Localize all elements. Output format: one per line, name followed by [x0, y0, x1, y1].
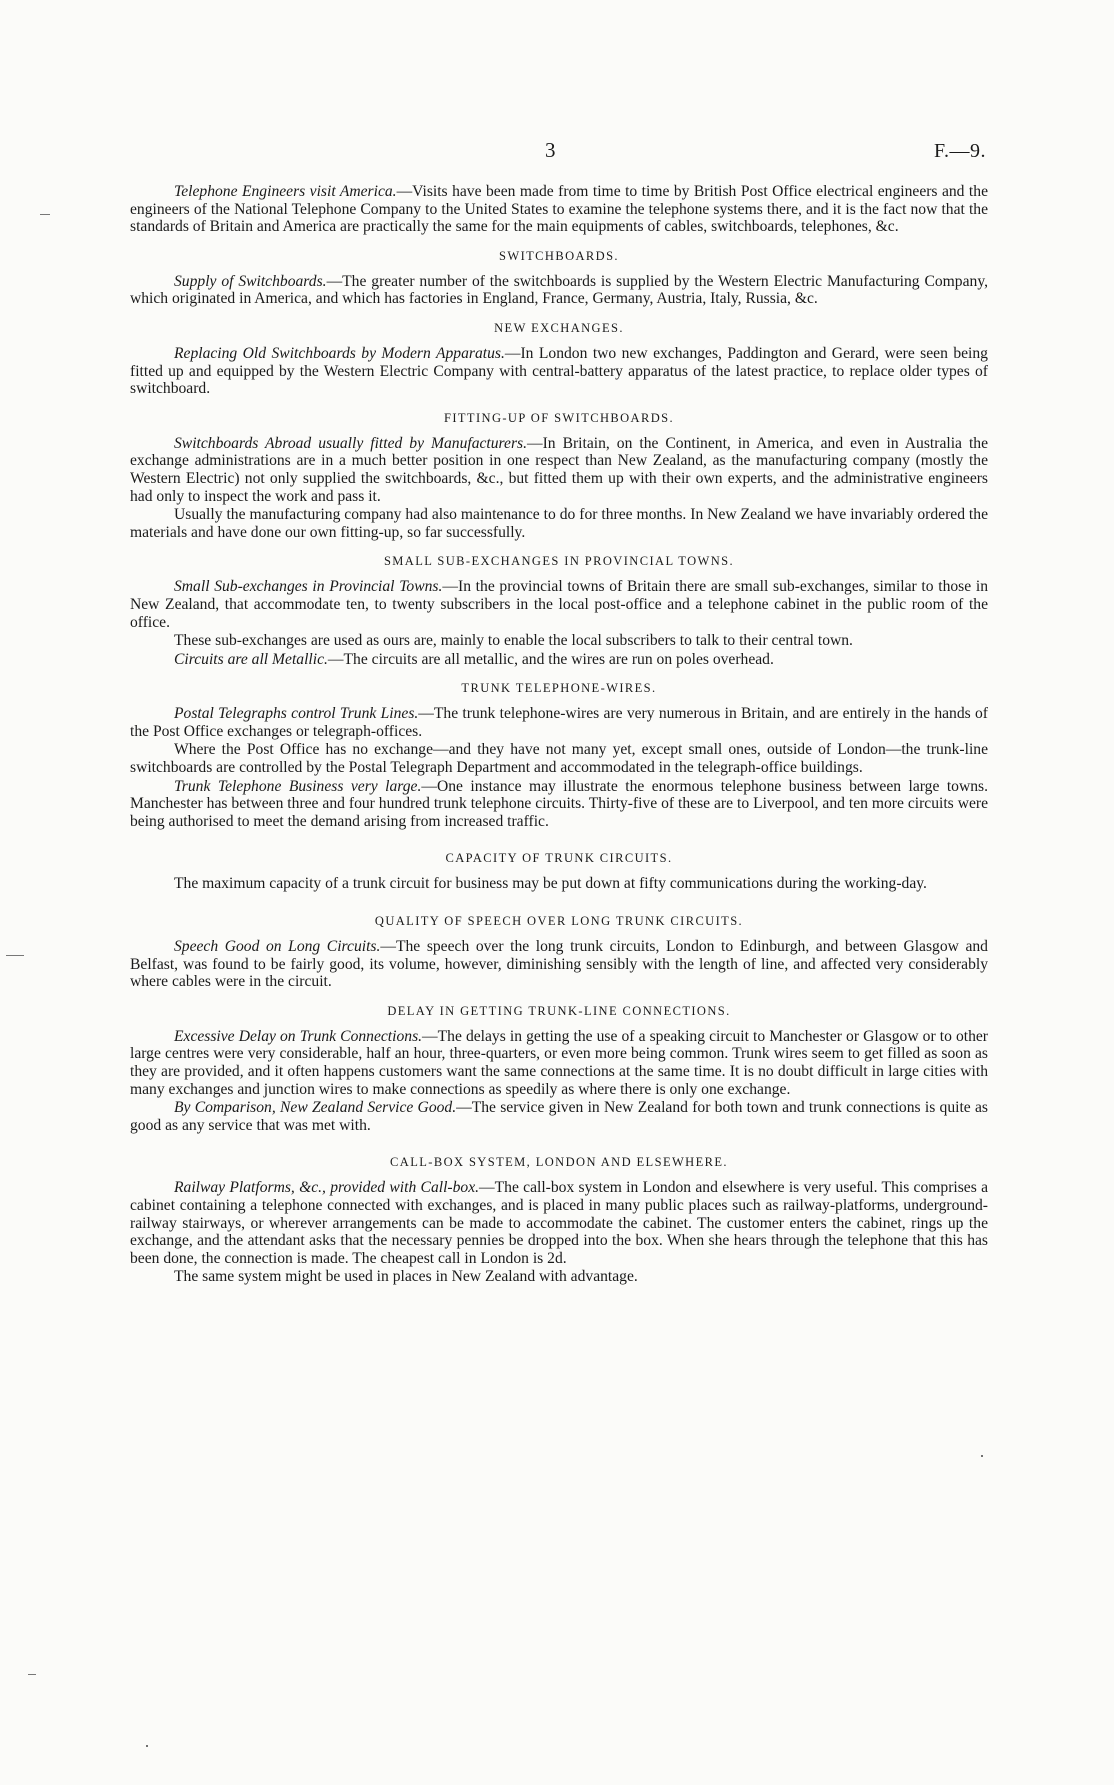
paragraph-text: —In the provincial towns of Britain there are small sub-exchanges, similar to those in New Zealand, that accommodate ten, to twenty subscribers in the local post-office and a telephone cabinet in the public room of the office.: [130, 578, 988, 631]
paragraph-lead: Excessive Delay on Trunk Connections.: [174, 1027, 423, 1045]
paragraph-text: —The delays in getting the use of a speaking circuit to Manchester or Glasgow or to other large centres were very considerable, half an hour, three-quarters, or even more being common. Trunk wires seem to get filled as soon as they are provided, and it often happens customers want the same connections at the same time. It is no doubt difficult in large cities with many exchanges and junction wires to make connections as speedily as where there is only one exchange.: [130, 1027, 988, 1098]
section-heading: CAPACITY OF TRUNK CIRCUITS.: [445, 851, 673, 866]
paragraph: [130, 875, 988, 893]
speck: [146, 1745, 148, 1747]
paragraph: [130, 741, 988, 776]
section-heading: NEW EXCHANGES.: [494, 320, 624, 335]
paragraph: [130, 938, 988, 991]
paragraph-text: —The service given in New Zealand for both town and trunk connections is quite as good as any service that was met with.: [130, 1099, 988, 1134]
paragraph: [130, 183, 988, 236]
paragraph-text: —Visits have been made from time to time by British Post Office electrical engineers and the engineers of the National Telephone Company to the United States to examine the telephone systems there, and it is the fact now that the standards of Britain and America are practically the same for the main equipments of cables, switchboards, telephones, &c.: [130, 183, 988, 236]
section-heading: CALL-BOX SYSTEM, LONDON AND ELSEWHERE.: [390, 1155, 728, 1170]
paragraph: [130, 273, 988, 308]
paragraph: [130, 506, 988, 541]
page-number: 3: [545, 138, 556, 162]
paragraph: [130, 578, 988, 631]
section-heading: FITTING-UP OF SWITCHBOARDS.: [443, 410, 675, 425]
paragraph-text: —The speech over the long trunk circuits, London to Edinburgh, and between Glasgow and Belfast, was found to be fairly good, its volume, however, diminishing sensibly with the length of line, and affected very considerably where cables were in the circuit.: [130, 938, 988, 991]
document-reference: F.—9.: [933, 140, 986, 162]
paragraph-text: Usually the manufacturing company had also maintenance to do for three months. In New Zealand we have invariably ordered the materials and have done our own fitting-up, so far successfully.: [130, 506, 988, 541]
paragraph-text: —The trunk telephone-wires are very numerous in Britain, and are entirely in the hands of the Post Office exchanges or telegraph-offices.: [130, 705, 988, 740]
paragraph: [130, 345, 988, 398]
section-heading: TRUNK TELEPHONE-WIRES.: [461, 681, 657, 696]
paragraph-lead: Small Sub-exchanges in Provincial Towns.: [174, 578, 443, 596]
margin-mark: [40, 214, 50, 215]
paragraph: [130, 632, 988, 650]
paragraph-text: —In London two new exchanges, Paddington and Gerard, were seen being fitted up and equipped by the Western Electric Company with central-battery apparatus of the latest practice, to replace older types of switchboard.: [130, 344, 988, 398]
section-heading: QUALITY OF SPEECH OVER LONG TRUNK CIRCUITS.: [374, 914, 744, 929]
paragraph: [130, 1268, 988, 1286]
paragraph-text: —The greater number of the switchboards is supplied by the Western Electric Manufacturing Company, which originated in America, and which has factories in England, France, Germany, Austria, Italy, Russia, &c.: [130, 272, 989, 308]
paragraph: [130, 705, 988, 740]
paragraph-text: —The call-box system in London and elsewhere is very useful. This comprises a cabinet containing a telephone connected with exchanges, and is placed in many public places such as railway-platforms, underground-railway stairways, or wherever arrangements can be made to accommodate the cabinet. The customer enters the cabinet, rings up the exchange, and the attendant asks that the necessary pennies be dropped into the box. When she hears through the telephone that this has been done, the connection is made. The cheapest call in London is 2d.: [130, 1179, 988, 1267]
paragraph-text: The maximum capacity of a trunk circuit for business may be put down at fifty communications during the working-day.: [174, 875, 927, 893]
paragraph-lead: Speech Good on Long Circuits.: [174, 938, 381, 956]
paragraph-lead: Railway Platforms, &c., provided with Call-box.: [174, 1179, 480, 1197]
paragraph: [130, 1179, 988, 1267]
paragraph-text: The same system might be used in places in New Zealand with advantage.: [174, 1268, 638, 1286]
paragraph-text: —One instance may illustrate the enormous telephone business between large towns. Manchester has between three and four hundred trunk telephone circuits. Thirty-five of these are to Liverpool, and ten more circuits were being authorised to meet the demand arising from increased traffic.: [130, 777, 988, 830]
paragraph-lead: Trunk Telephone Business very large.: [174, 777, 422, 795]
paragraph-lead: Replacing Old Switchboards by Modern Apparatus.: [174, 344, 505, 362]
paragraph-lead: Telephone Engineers visit America.: [174, 183, 397, 200]
paragraph-text: —In Britain, on the Continent, in America, and even in Australia the exchange administrations are in a much better position in one respect than New Zealand, as the manufacturing company (mostly the Western Electric) not only supplied the switchboards, &c., but fitted them up with their own experts, and the administrative engineers had only to inspect the work and pass it.: [130, 434, 988, 505]
document-body: [130, 183, 988, 1286]
paragraph-lead: Supply of Switchboards.: [174, 272, 327, 290]
margin-mark: [6, 955, 24, 956]
section-heading: SWITCHBOARDS.: [499, 248, 619, 263]
paragraph-lead: Circuits are all Metallic.: [174, 650, 328, 668]
paragraph-lead: Switchboards Abroad usually fitted by Manufacturers.: [174, 434, 528, 452]
paragraph: [130, 651, 988, 669]
paragraph-text: —The circuits are all metallic, and the wires are run on poles overhead.: [327, 650, 774, 668]
paragraph-text: Where the Post Office has no exchange—and they have not many yet, except small ones, outside of London—the trunk-line switchboards are controlled by the Postal Telegraph Department and accommodated in the telegraph-office buildings.: [130, 741, 988, 777]
section-heading: DELAY IN GETTING TRUNK-LINE CONNECTIONS.: [387, 1003, 731, 1018]
speck: [981, 1455, 983, 1457]
section-heading: SMALL SUB-EXCHANGES IN PROVINCIAL TOWNS.: [383, 554, 735, 569]
page-header: [0, 138, 1114, 168]
paragraph-lead: Postal Telegraphs control Trunk Lines.: [174, 705, 419, 723]
paragraph-lead: By Comparison, New Zealand Service Good.: [174, 1099, 457, 1117]
paragraph: [130, 1028, 988, 1098]
margin-mark: [28, 1674, 36, 1675]
paragraph: [130, 778, 988, 831]
paragraph: [130, 1099, 988, 1134]
paragraph-text: These sub-exchanges are used as ours are, mainly to enable the local subscribers to talk to their central town.: [174, 632, 853, 650]
paragraph: [130, 435, 988, 505]
